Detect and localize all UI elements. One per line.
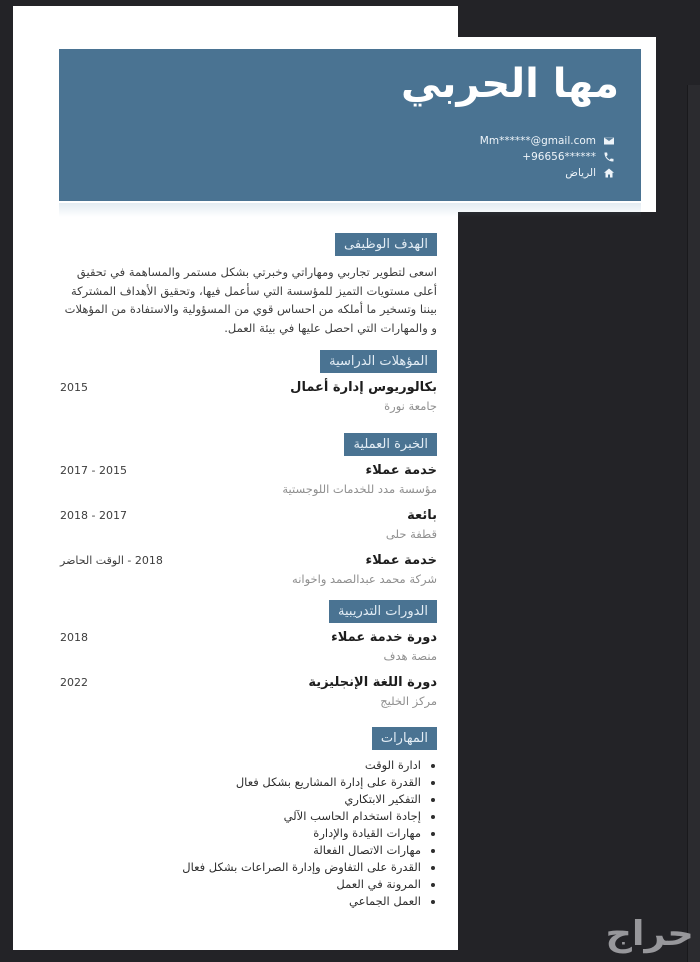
section-title-courses: الدورات التدريبية — [329, 600, 437, 623]
section-skills — [60, 727, 437, 910]
skill-item: • مهارات الاتصال الفعالة — [60, 842, 421, 859]
home-icon — [603, 167, 615, 179]
section-title-skills: المهارات — [372, 727, 437, 750]
job-org: مؤسسة مدد للخدمات اللوجستية — [282, 482, 437, 496]
section-title-experience: الخبرة العملية — [344, 433, 437, 456]
job-date: 2015 - 2017 — [60, 464, 127, 477]
job-role: خدمة عملاء — [365, 553, 437, 568]
skill-item: • القدرة على التفاوض وإدارة الصراعات بشكل فعال — [60, 859, 421, 876]
skill-item: • القدرة على إدارة المشاريع بشكل فعال — [60, 774, 421, 791]
job-role: بائعة — [407, 508, 437, 523]
experience-entry — [60, 553, 437, 587]
photo-edge-line — [687, 85, 700, 962]
course-org: مركز الخليج — [380, 694, 437, 708]
section-education — [60, 350, 437, 414]
degree-name: بكالوريوس إدارة أعمال — [290, 380, 437, 395]
job-org: شركة محمد عبدالصمد واخوانه — [292, 572, 437, 586]
job-org: قطفة حلى — [385, 527, 437, 541]
skill-item: • المرونة في العمل — [60, 876, 421, 893]
course-entry — [60, 675, 437, 709]
course-name: دورة اللغة الإنجليزية — [308, 675, 437, 690]
course-entry — [60, 630, 437, 664]
education-entry — [60, 380, 437, 414]
location-value: الرياض — [565, 167, 596, 179]
section-objective — [60, 233, 437, 337]
skill-item: • العمل الجماعي — [60, 893, 421, 910]
education-date: 2015 — [60, 381, 88, 394]
skill-item: • مهارات القيادة والإدارة — [60, 825, 421, 842]
job-date: 2017 - 2018 — [60, 509, 127, 522]
section-courses — [60, 600, 437, 709]
skills-list — [60, 757, 437, 910]
section-title-objective: الهدف الوظيفى — [335, 233, 437, 256]
section-title-education: المؤهلات الدراسية — [320, 350, 437, 373]
section-experience — [60, 433, 437, 587]
experience-entry — [60, 463, 437, 497]
job-date: 2018 - الوقت الحاضر — [60, 554, 163, 567]
haraj-watermark: حراج — [605, 914, 694, 954]
skill-item: • التفكير الابتكاري — [60, 791, 421, 808]
job-role: خدمة عملاء — [365, 463, 437, 478]
experience-entry — [60, 508, 437, 542]
email-value: Mm******@gmail.com — [479, 135, 596, 147]
envelope-icon — [603, 135, 615, 147]
skill-item: • إجادة استخدام الحاسب الآلي — [60, 808, 421, 825]
person-name: مها الحربي — [400, 61, 619, 107]
phone-icon — [603, 151, 615, 163]
course-date: 2018 — [60, 631, 88, 644]
skill-item: • ادارة الوقت — [60, 757, 421, 774]
course-name: دورة خدمة عملاء — [331, 630, 437, 645]
phone-value: +96656****** — [522, 151, 596, 163]
course-date: 2022 — [60, 676, 88, 689]
course-org: منصة هدف — [383, 649, 437, 663]
objective-paragraph: اسعى لتطوير تجاربي ومهاراتي وخبرتي بشكل مستمر والمساهمة في تحقيق أعلى مستويات التميز للمؤسسة التي سأعمل فيها، وتحقيق الأهداف المشتركة بيننا وتسخير ما أملكه من احساس قوي من المسؤولية والاستفادة من المؤهلات و والمهارات التي احصل عليها في بيئة العمل. — [64, 265, 437, 335]
resume-content — [60, 0, 437, 962]
school-name: جامعة نورة — [384, 399, 437, 413]
